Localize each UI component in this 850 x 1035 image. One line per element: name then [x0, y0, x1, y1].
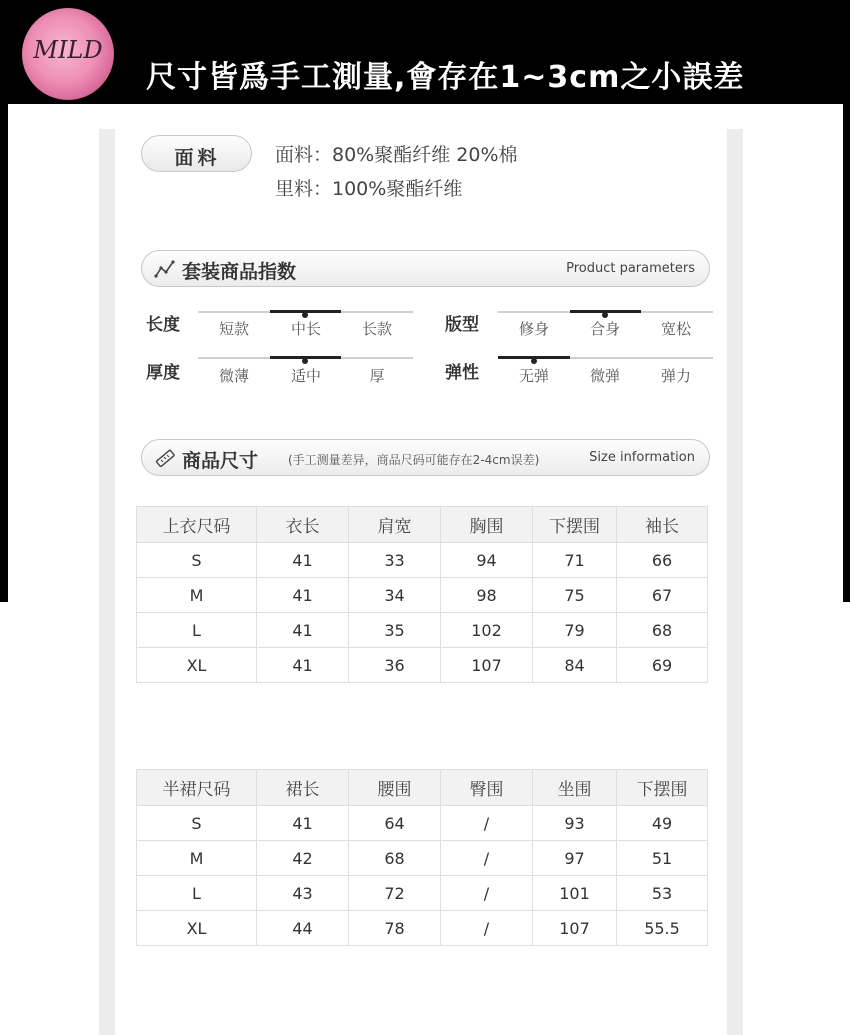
value-cell: 41 — [257, 578, 349, 613]
size-cell: L — [137, 613, 257, 648]
value-cell: 84 — [533, 648, 617, 683]
header-cell: 上衣尺码 — [137, 507, 257, 543]
value-cell: 41 — [257, 806, 349, 841]
header-cell: 胸围 — [441, 507, 533, 543]
size-title-en: Size information — [589, 450, 695, 465]
option-slim: 修身 — [518, 320, 549, 338]
value-cell: 78 — [349, 911, 441, 946]
left-border — [0, 104, 8, 602]
left-gutter — [99, 129, 115, 1035]
option-long: 长款 — [361, 320, 392, 338]
header-cell: 坐围 — [533, 770, 617, 806]
right-border — [843, 104, 850, 602]
table-row — [137, 543, 708, 578]
brand-logo — [22, 8, 114, 100]
table-row — [137, 841, 708, 876]
scale-marker-thickness — [302, 358, 308, 364]
right-gutter — [727, 129, 743, 1035]
value-cell: 75 — [533, 578, 617, 613]
value-cell: 71 — [533, 543, 617, 578]
value-cell: 98 — [441, 578, 533, 613]
header-title: 尺寸皆爲手工測量,會存在1~3cm之小誤差 — [146, 60, 745, 95]
value-cell: 79 — [533, 613, 617, 648]
size-cell: M — [137, 841, 257, 876]
value-cell: 69 — [617, 648, 708, 683]
size-cell: S — [137, 806, 257, 841]
value-cell: / — [441, 911, 533, 946]
value-cell: 97 — [533, 841, 617, 876]
value-cell: / — [441, 841, 533, 876]
value-cell: 93 — [533, 806, 617, 841]
option-thick: 厚 — [369, 367, 385, 385]
option-medium: 适中 — [290, 367, 321, 385]
value-cell: 101 — [533, 876, 617, 911]
top-size-table — [136, 506, 708, 683]
option-no-stretch: 无弹 — [518, 367, 549, 385]
value-cell: 64 — [349, 806, 441, 841]
header-cell: 下摆围 — [533, 507, 617, 543]
value-cell: 35 — [349, 613, 441, 648]
table-row — [137, 806, 708, 841]
header-cell: 裙长 — [257, 770, 349, 806]
table-row — [137, 648, 708, 683]
header-cell: 半裙尺码 — [137, 770, 257, 806]
value-cell: 41 — [257, 648, 349, 683]
value-cell: 94 — [441, 543, 533, 578]
ruler-icon — [154, 448, 176, 468]
params-title-en: Product parameters — [566, 261, 695, 276]
trend-icon — [154, 259, 176, 279]
value-cell: 66 — [617, 543, 708, 578]
size-section-bar — [141, 439, 710, 476]
logo-text: MILD — [33, 36, 103, 64]
param-label-elasticity: 弹性 — [445, 363, 479, 383]
table-row — [137, 613, 708, 648]
value-cell: 102 — [441, 613, 533, 648]
value-cell: 72 — [349, 876, 441, 911]
size-note: (手工测量差异，商品尺码可能存在2-4cm误差) — [288, 453, 540, 467]
fabric-label-pill — [141, 135, 252, 172]
value-cell: 107 — [441, 648, 533, 683]
value-cell: 55.5 — [617, 911, 708, 946]
value-cell: 33 — [349, 543, 441, 578]
fabric-label: 面料 — [174, 147, 221, 169]
option-stretch: 弹力 — [660, 367, 691, 385]
value-cell: 44 — [257, 911, 349, 946]
param-label-fit: 版型 — [445, 315, 479, 335]
param-label-thickness: 厚度 — [146, 363, 180, 383]
size-cell: S — [137, 543, 257, 578]
option-slight-stretch: 微弹 — [589, 367, 620, 385]
params-section-bar — [141, 250, 710, 287]
value-cell: 36 — [349, 648, 441, 683]
size-title: 商品尺寸 — [182, 450, 259, 472]
value-cell: 41 — [257, 543, 349, 578]
skirt-size-table — [136, 769, 708, 946]
fabric-lining: 里料：100%聚酯纤维 — [275, 178, 463, 200]
option-mid-length: 中长 — [290, 320, 321, 338]
value-cell: 42 — [257, 841, 349, 876]
param-label-length: 长度 — [146, 315, 180, 335]
option-loose: 宽松 — [660, 320, 691, 338]
size-cell: L — [137, 876, 257, 911]
size-cell: M — [137, 578, 257, 613]
scale-marker-elasticity — [531, 358, 537, 364]
value-cell: / — [441, 806, 533, 841]
size-cell: XL — [137, 911, 257, 946]
value-cell: 67 — [617, 578, 708, 613]
fabric-outer: 面料：80%聚酯纤维 20%棉 — [275, 144, 518, 166]
option-regular: 合身 — [589, 320, 620, 338]
header-cell: 袖长 — [617, 507, 708, 543]
value-cell: 68 — [349, 841, 441, 876]
value-cell: 51 — [617, 841, 708, 876]
table-header-row — [137, 770, 708, 806]
value-cell: 49 — [617, 806, 708, 841]
header-cell: 肩宽 — [349, 507, 441, 543]
params-title: 套装商品指数 — [182, 261, 297, 283]
size-cell: XL — [137, 648, 257, 683]
value-cell: 68 — [617, 613, 708, 648]
value-cell: / — [441, 876, 533, 911]
value-cell: 107 — [533, 911, 617, 946]
value-cell: 53 — [617, 876, 708, 911]
option-short: 短款 — [218, 320, 249, 338]
value-cell: 43 — [257, 876, 349, 911]
value-cell: 34 — [349, 578, 441, 613]
header-cell: 下摆围 — [617, 770, 708, 806]
table-row — [137, 911, 708, 946]
table-row — [137, 876, 708, 911]
table-header-row — [137, 507, 708, 543]
header-cell: 臀围 — [441, 770, 533, 806]
header-cell: 衣长 — [257, 507, 349, 543]
header-cell: 腰围 — [349, 770, 441, 806]
option-thin: 微薄 — [218, 367, 249, 385]
table-row — [137, 578, 708, 613]
value-cell: 41 — [257, 613, 349, 648]
